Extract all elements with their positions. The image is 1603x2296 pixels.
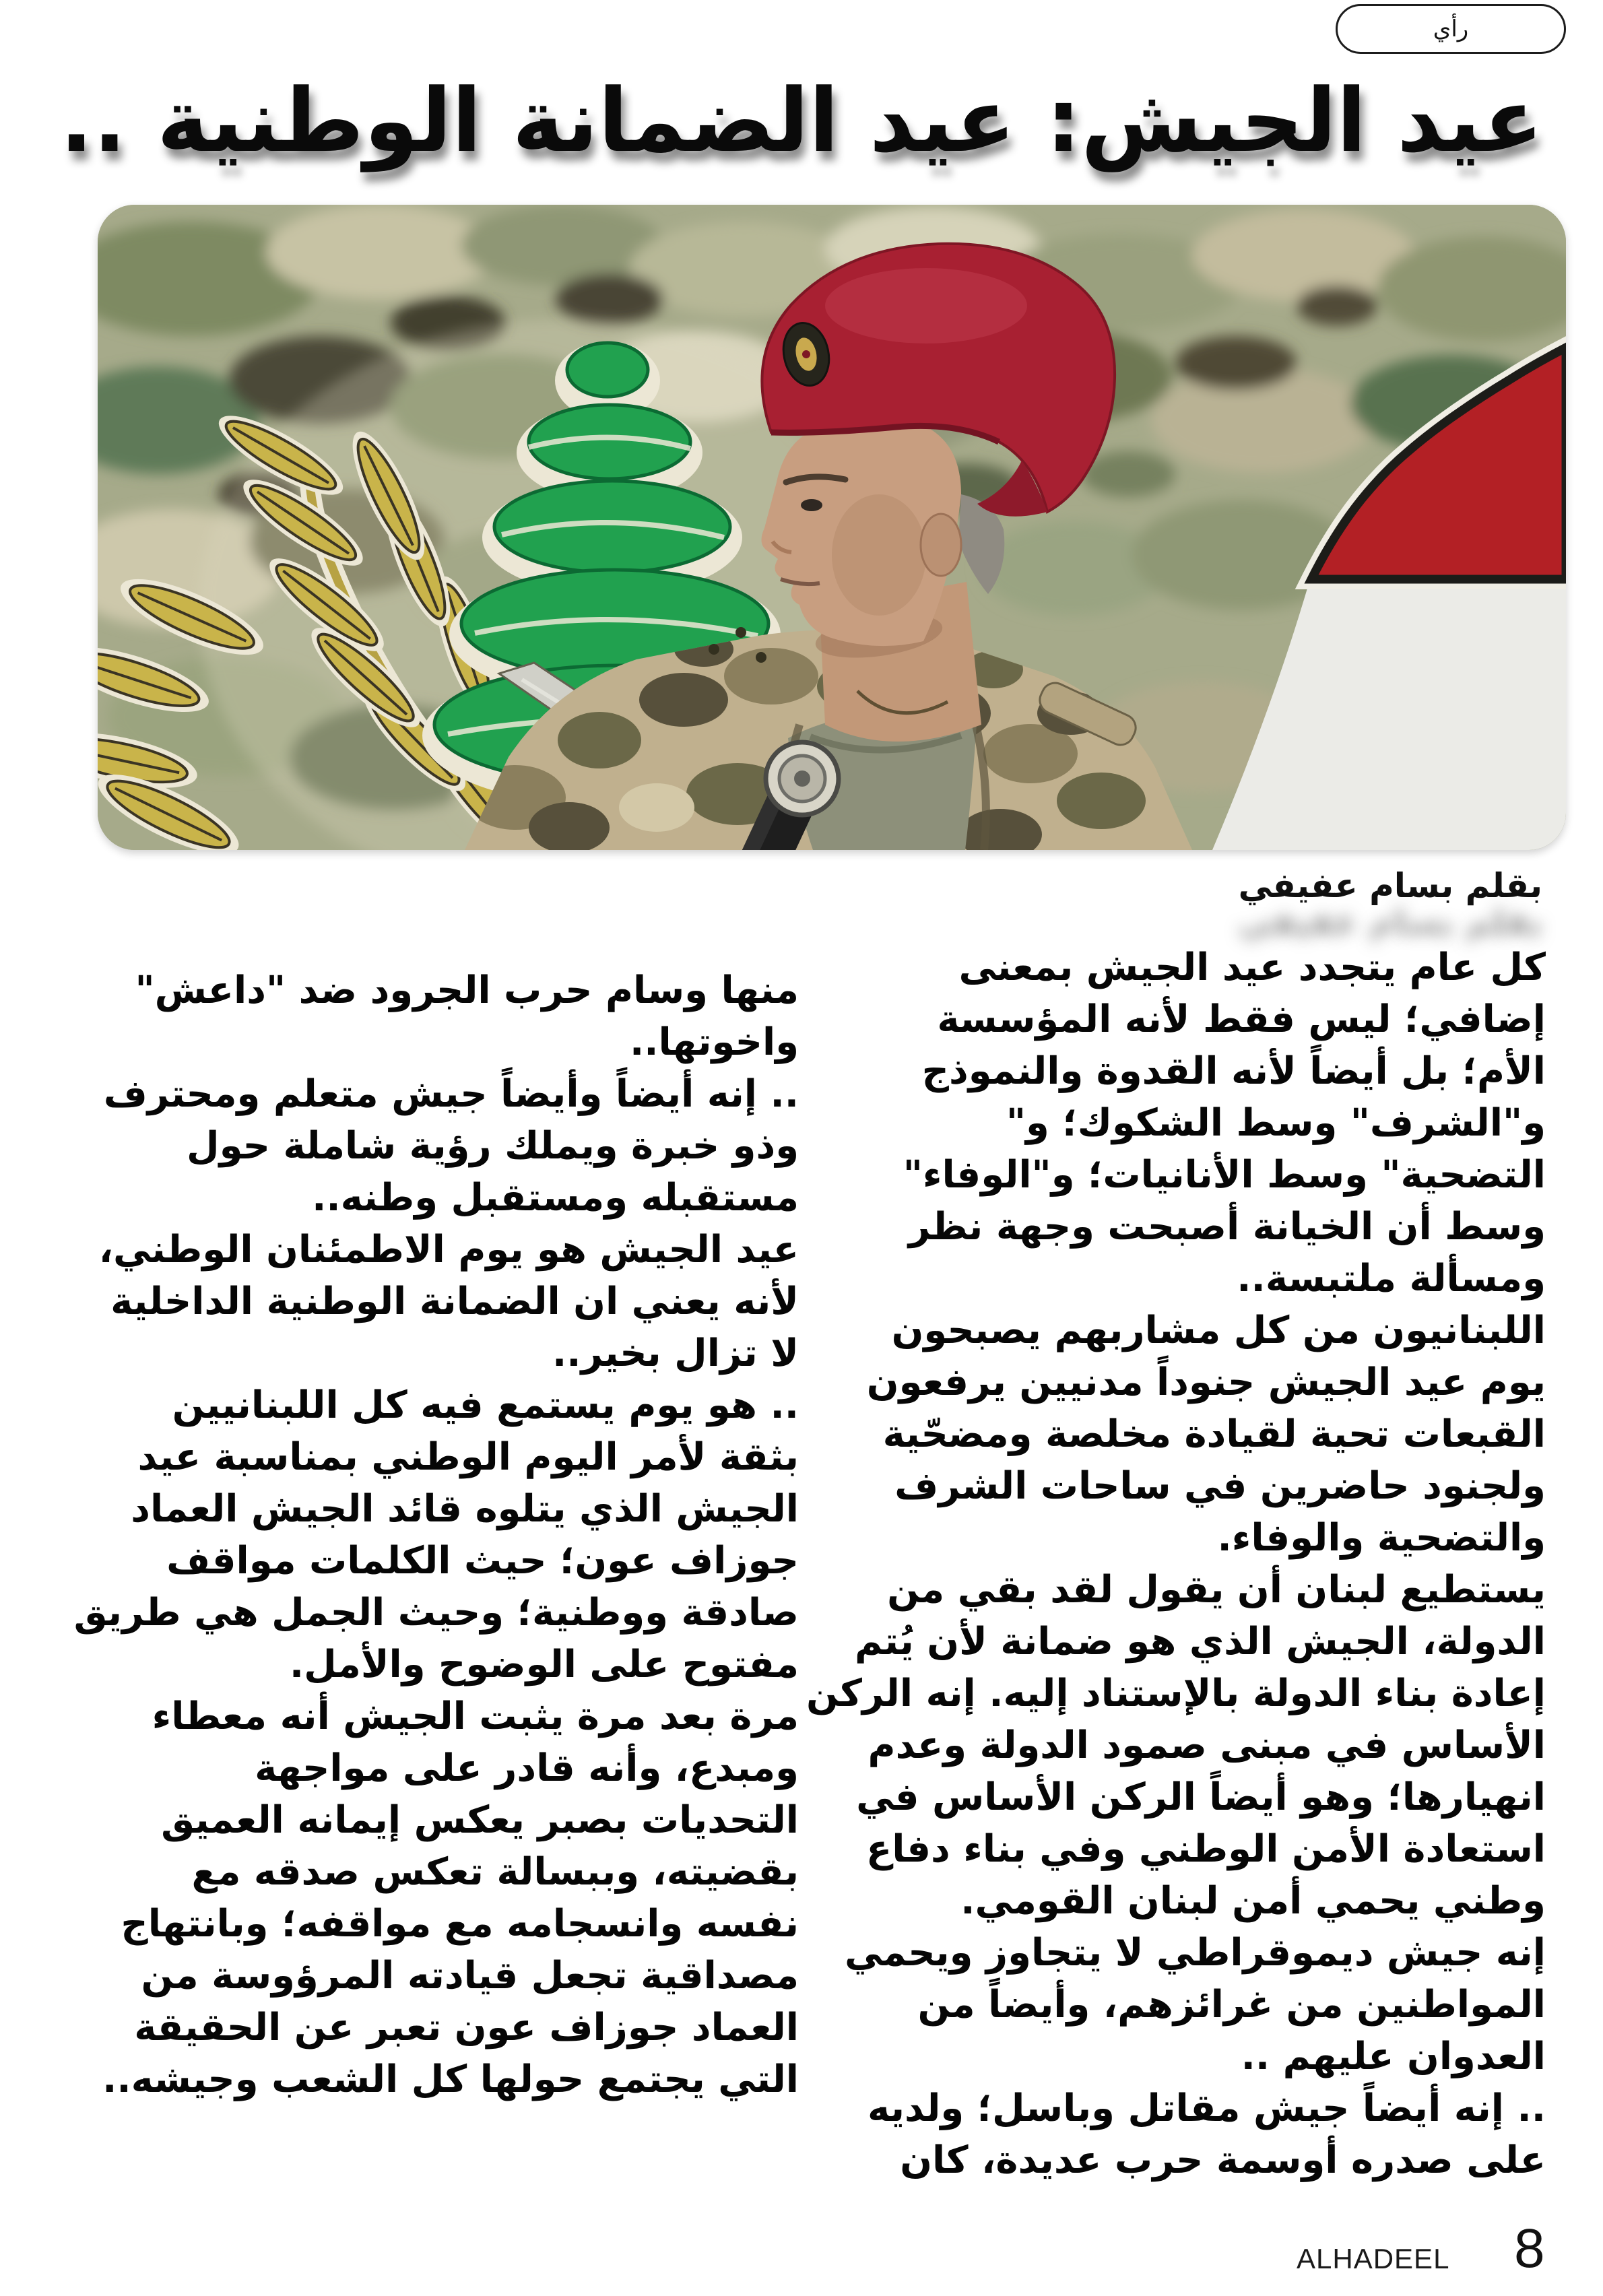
text-line: التي يجتمع حولها كل الشعب وجيشه.. <box>102 2058 799 2101</box>
text-line: العدوان عليهم .. <box>1241 2035 1546 2078</box>
text-line: جوزاف عون؛ حيث الكلمات مواقف <box>166 1539 799 1583</box>
text-line: الدولة، الجيش الذي هو ضمانة لأن يُتم <box>854 1620 1546 1664</box>
text-line: استعادة الأمن الوطني وفي بناء دفاع <box>866 1827 1546 1871</box>
text-line: التحديات بصبر يعكس إيمانه العميق <box>161 1798 799 1842</box>
magazine-name: ALHADEEL <box>1297 2243 1450 2274</box>
text-line: كل عام يتجدد عيد الجيش بمعنى <box>958 946 1546 989</box>
article-title: عيد الجيش: عيد الضمانة الوطنية .. <box>59 69 1544 172</box>
text-line: صادقة ووطنية؛ وحيث الجمل هي طريق <box>73 1591 799 1635</box>
text-line: إضافي؛ ليس فقط لأنه المؤسسة <box>937 997 1546 1041</box>
text-line: المواطنين من غرائزهم، وأيضاً من <box>917 1983 1546 2027</box>
text-line: ولجنود حاضرين في ساحات الشرف <box>894 1464 1546 1508</box>
text-line: العماد جوزاف عون تعبر عن الحقيقة <box>134 2006 799 2049</box>
text-line: لأنه يعني ان الضمانة الوطنية الداخلية <box>110 1280 799 1323</box>
text-line: والتضحية والوفاء. <box>1217 1516 1546 1560</box>
text-line: .. إنه أيضاً جيش مقاتل وباسل؛ ولديه <box>867 2087 1546 2130</box>
text-line: الأم؛ بل أيضاً لأنه القدوة والنموذج <box>921 1049 1546 1093</box>
text-line: القبعات تحية لقيادة مخلصة ومضحّية <box>882 1412 1546 1456</box>
text-line: منها وسام حرب الجرود ضد "داعش" <box>135 969 799 1012</box>
eye <box>801 499 822 511</box>
text-line: مفتوح على الوضوح والأمل. <box>289 1643 799 1686</box>
text-line: مستقبله ومستقبل وطنه.. <box>312 1176 799 1220</box>
text-line: وذو خبرة ويملك رؤية شاملة حول <box>186 1124 799 1168</box>
text-line: الأساس في مبنى صمود الدولة وعدم <box>868 1724 1546 1767</box>
text-line: لا تزال بخير.. <box>552 1332 799 1375</box>
article-column-right <box>806 942 1546 2186</box>
category-badge <box>1336 4 1566 54</box>
text-line: ومسألة ملتبسة.. <box>1237 1257 1546 1301</box>
article-column-left <box>58 964 799 2105</box>
category-badge-label: رأي <box>1433 15 1469 42</box>
text-line: .. إنه أيضاً وأيضاً جيش متعلم ومحترف <box>103 1072 799 1116</box>
text-line: و"الشرف" وسط الشكوك؛ و" <box>1006 1101 1546 1145</box>
byline: بقلم بسام عفيفي <box>1238 866 1542 905</box>
page-number: 8 <box>1514 2218 1545 2279</box>
text-line: اللبنانيون من كل مشاربهم يصبحون <box>891 1309 1546 1352</box>
text-line: عيد الجيش هو يوم الاطمئنان الوطني، <box>98 1228 799 1272</box>
text-line: وسط أن الخيانة أصبحت وجهة نظر <box>908 1205 1546 1249</box>
text-line: وطني يحمي أمن لبنان القومي. <box>960 1879 1546 1923</box>
text-line: إعادة بناء الدولة بالإستناد إليه. إنه الركن <box>806 1672 1546 1715</box>
article-photo <box>98 205 1566 850</box>
text-line: إنه جيش ديموقراطي لا يتجاوز ويحمي <box>845 1931 1546 1975</box>
text-line: نفسه وانسجامه مع مواقفه؛ وبانتهاج <box>121 1902 799 1946</box>
text-line: مصداقية تجعل قيادته المرؤوسة من <box>141 1954 799 1998</box>
text-line: الجيش الذي يتلوه قائد الجيش العماد <box>131 1487 799 1531</box>
text-line: ومبدع، وأنه قادر على مواجهة <box>255 1746 799 1790</box>
text-line: يوم عيد الجيش جنوداً مدنيين يرفعون <box>866 1360 1546 1404</box>
text-line: مرة بعد مرة يثبت الجيش أنه معطاء <box>152 1695 799 1738</box>
text-line: على صدره أوسمة حرب عديدة، كان <box>900 2138 1546 2182</box>
text-line: يستطيع لبنان أن يقول لقد بقي من <box>887 1568 1546 1612</box>
photo-graphic <box>98 205 1566 850</box>
text-line: بثقة لأمر اليوم الوطني بمناسبة عيد <box>137 1435 799 1479</box>
text-line: انهيارها؛ وهو أيضاً الركن الأساس في <box>856 1775 1546 1819</box>
text-line: واخوتها.. <box>629 1020 799 1064</box>
text-line: .. هو يوم يستمع فيه كل اللبنانيين <box>172 1383 799 1427</box>
text-line: التضحية" وسط الأنانيات؛ و"الوفاء" <box>903 1153 1546 1197</box>
ear <box>921 514 961 576</box>
text-line: بقضيته، وببسالة تعكس صدقه مع <box>191 1850 799 1894</box>
